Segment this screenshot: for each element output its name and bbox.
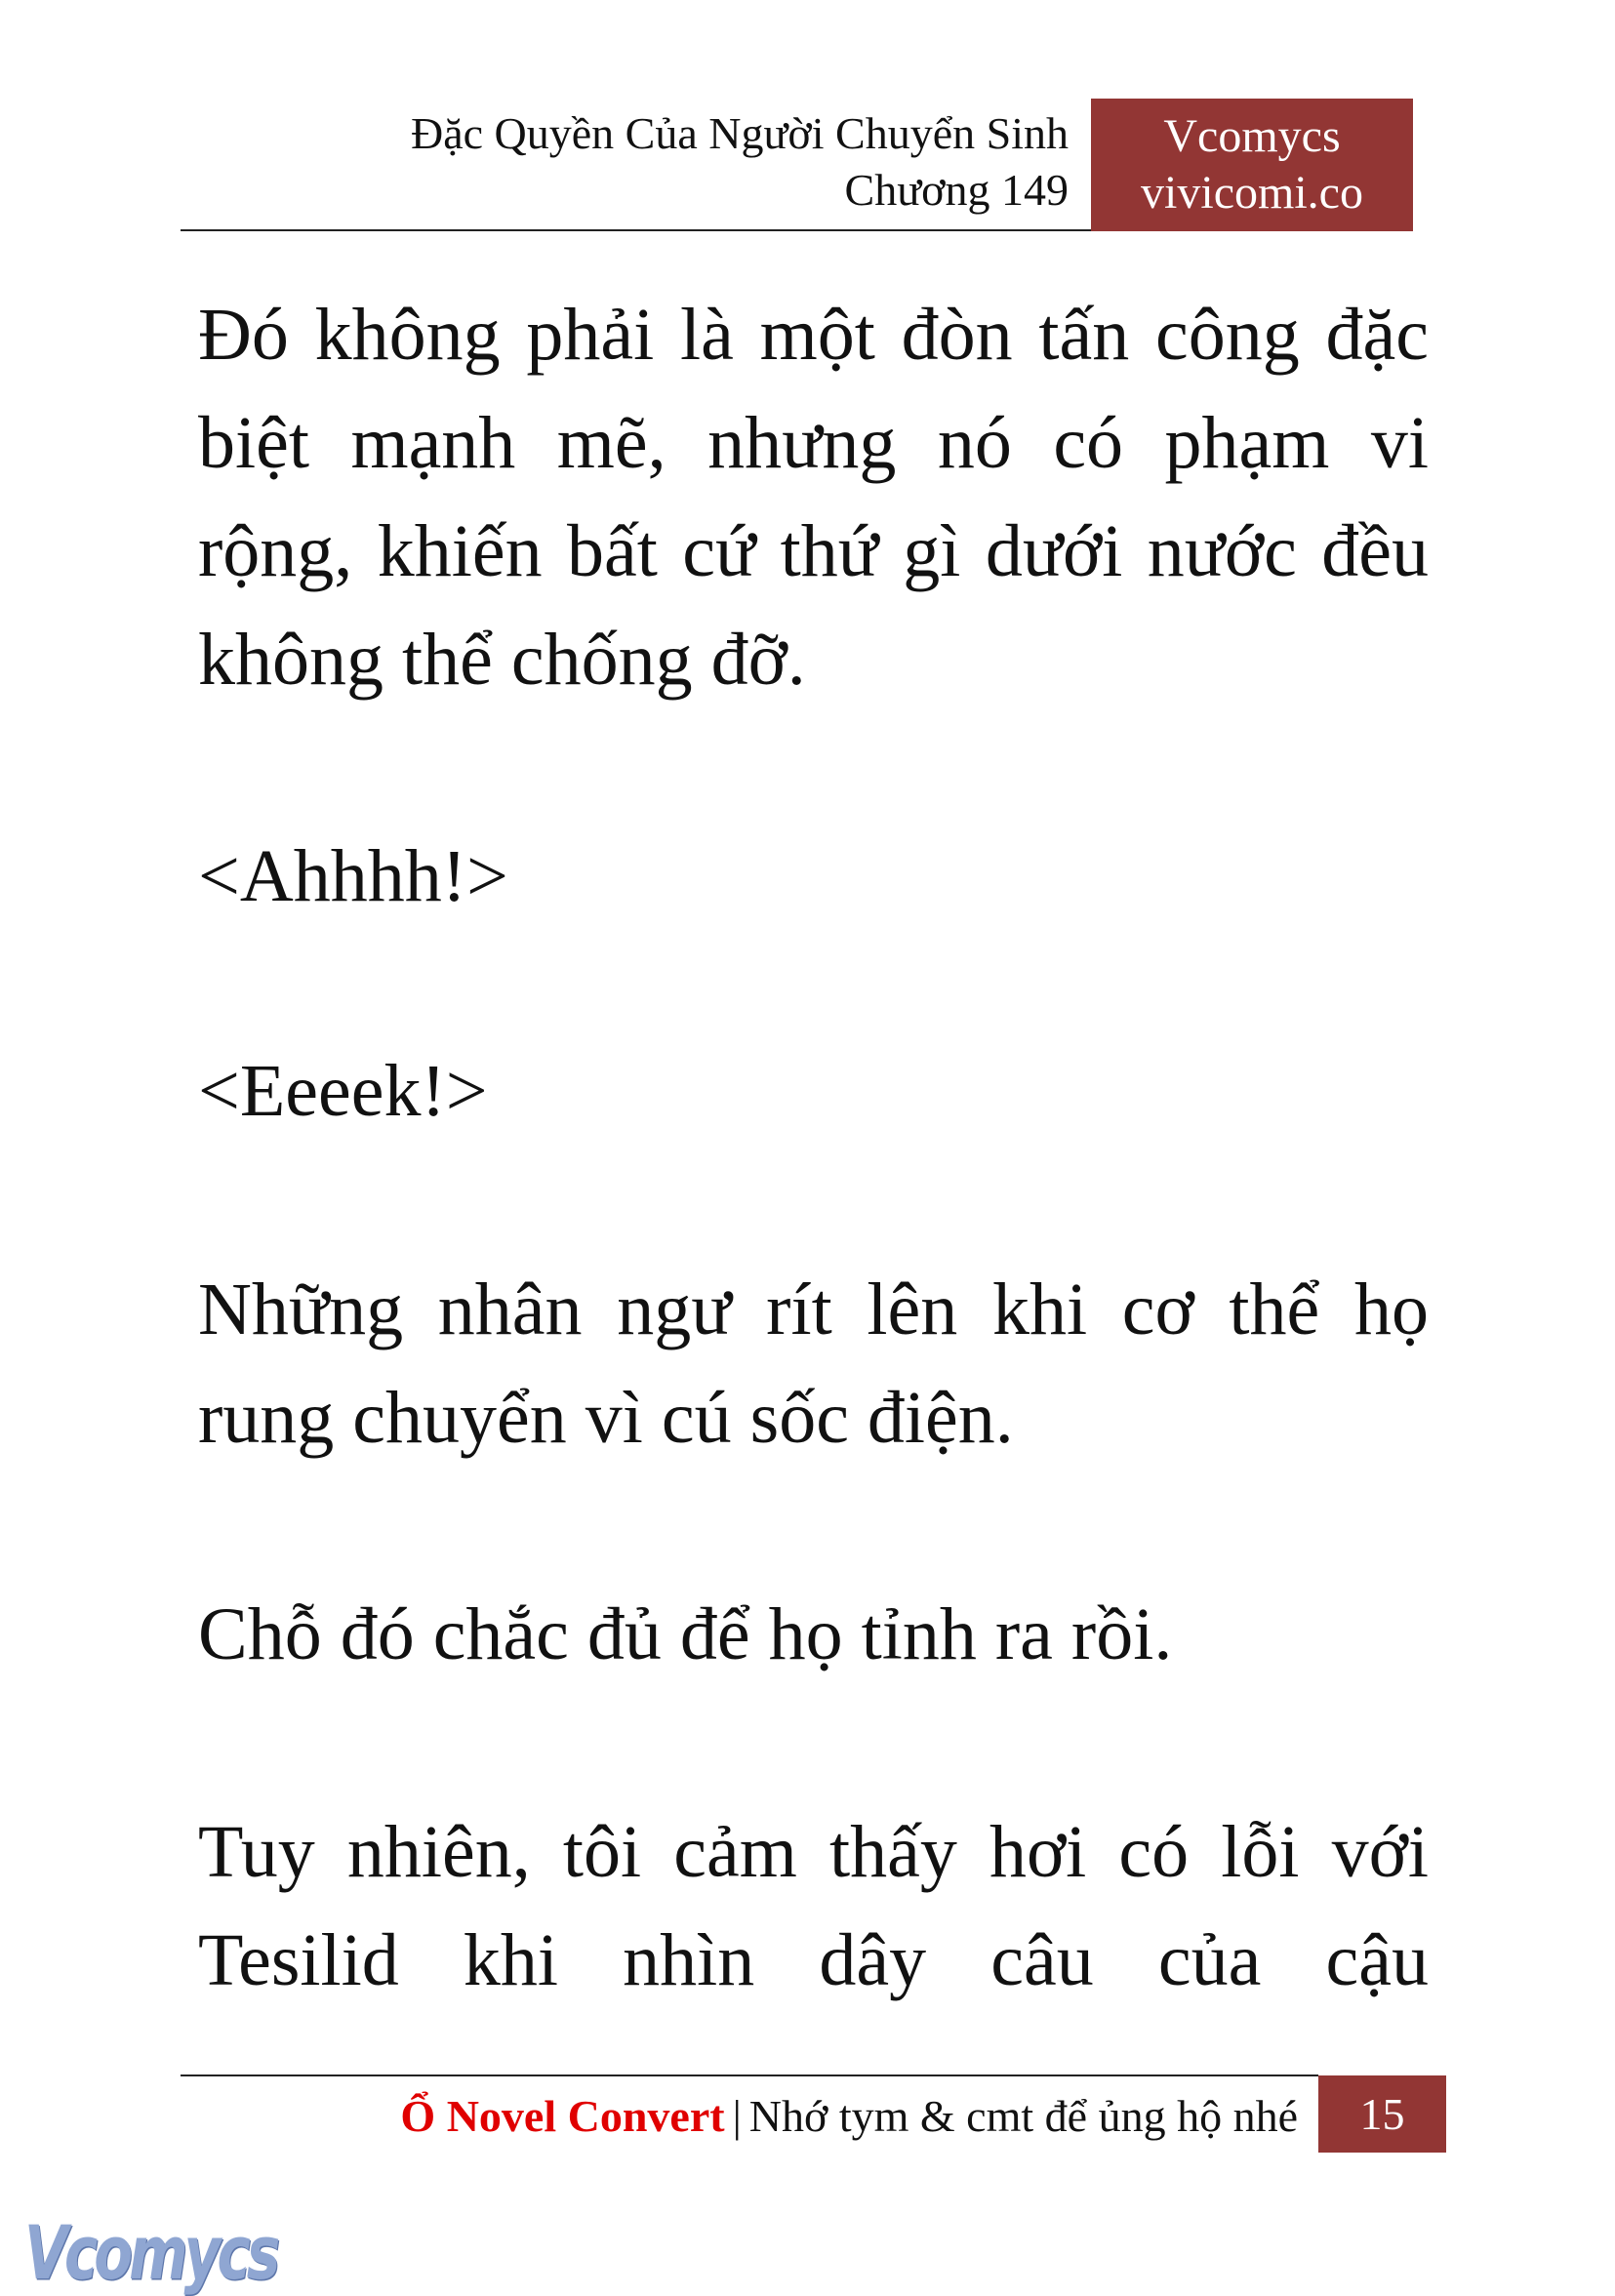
header-divider	[181, 229, 1091, 231]
chapter-label: Chương 149	[844, 165, 1069, 215]
footer-divider	[181, 2074, 1318, 2076]
paragraph: Những nhân ngư rít lên khi cơ thể họ rung chuyển vì cú sốc điện.	[198, 1269, 1429, 1459]
footer-brand: Ổ Novel Convert	[400, 2091, 725, 2141]
page-number: 15	[1318, 2075, 1446, 2153]
book-title: Đặc Quyền Của Người Chuyển Sinh	[410, 108, 1069, 158]
paragraph: <Eeeek!>	[198, 1050, 488, 1132]
header-title-block	[411, 105, 1069, 219]
site-url: vivicomi.co	[1141, 167, 1363, 219]
paragraph: Chỗ đó chắc đủ để họ tỉnh ra rồi.	[198, 1593, 1173, 1675]
vcomycs-logo: Vcomycs	[24, 2209, 277, 2296]
site-badge	[1091, 99, 1413, 231]
paragraph: <Ahhhh!>	[198, 835, 508, 917]
footer-text	[400, 2088, 1298, 2145]
footer-separator: |	[732, 2091, 742, 2141]
paragraph: Đó không phải là một đòn tấn công đặc biệt mạnh mẽ, nhưng nó có phạm vi rộng, khiến bất cứ thứ gì dưới nước đều không thể chống đỡ.	[198, 294, 1429, 701]
paragraph: Tuy nhiên, tôi cảm thấy hơi có lỗi với Tesilid khi nhìn dây câu của cậu	[198, 1811, 1429, 2001]
footer-message: Nhớ tym & cmt để ủng hộ nhé	[748, 2091, 1298, 2141]
site-name: Vcomycs	[1163, 110, 1341, 162]
